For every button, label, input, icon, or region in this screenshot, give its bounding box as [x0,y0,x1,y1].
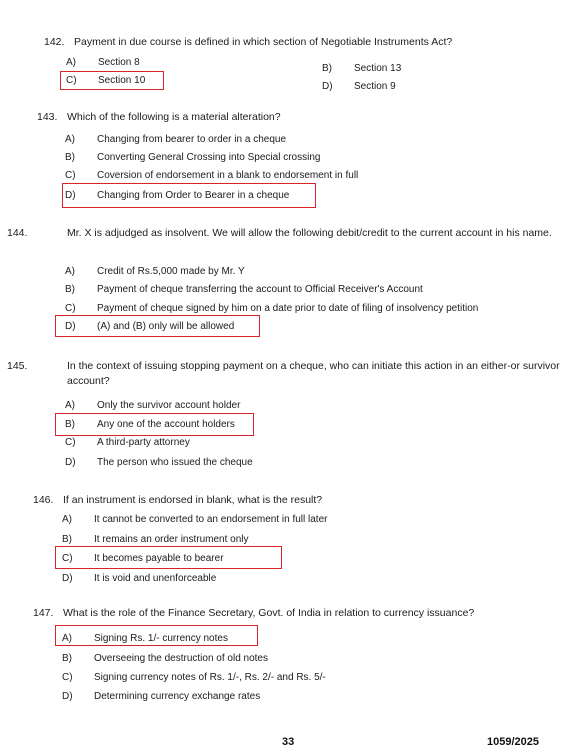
option-144-a: A) Credit of Rs.5,000 made by Mr. Y [65,266,245,277]
question-number: 143. [37,111,58,123]
option-143-d: D) Changing from Order to Bearer in a cheque [65,190,290,201]
question-number: 142. [44,36,65,48]
option-146-d: D) It is void and unenforceable [62,573,217,584]
answer-highlight-145 [55,413,254,436]
option-146-c: C) It becomes payable to bearer [62,553,224,564]
option-144-b: B) Payment of cheque transferring the account to Official Receiver's Account [65,284,423,295]
question-145 [7,359,577,389]
option-145-c: C) A third-party attorney [65,437,190,448]
answer-highlight-143 [62,183,316,208]
answer-highlight-142 [60,71,164,90]
option-146-a: A) It cannot be converted to an endorsement in full later [62,514,328,525]
question-144 [7,226,577,241]
option-146-b: B) It remains an order instrument only [62,534,249,545]
question-number: 145. [7,360,28,372]
option-143-b: B) Converting General Crossing into Special crossing [65,152,321,163]
option-145-a: A) Only the survivor account holder [65,400,241,411]
question-142 [44,35,544,50]
option-147-b: B) Overseeing the destruction of old notes [62,653,268,664]
question-143 [37,110,547,125]
page-number: 33 [282,736,295,748]
option-144-c: C) Payment of cheque signed by him on a date prior to date of filing of insolvency petition [65,303,479,314]
question-text: What is the role of the Finance Secretary, Govt. of India in relation to currency issuance? [63,607,475,619]
option-147-d: D) Determining currency exchange rates [62,691,261,702]
question-147 [33,606,547,621]
option-143-c: C) Coversion of endorsement in a blank to endorsement in full [65,170,359,181]
question-146 [33,493,547,508]
option-142-d: D) Section 9 [322,81,396,92]
answer-highlight-146 [55,546,282,569]
question-text: In the context of issuing stopping payment on a cheque, who can initiate this action in an either-or survivor account? [67,360,560,387]
option-147-a: A) Signing Rs. 1/- currency notes [62,633,228,644]
option-145-d: D) The person who issued the cheque [65,457,253,468]
question-number: 146. [33,494,54,506]
question-number: 147. [33,607,54,619]
question-text: Mr. X is adjudged as insolvent. We will allow the following debit/credit to the current account in his name. [67,227,552,239]
option-142-b: B) Section 13 [322,63,402,74]
question-number: 144. [7,227,28,239]
question-text: If an instrument is endorsed in blank, what is the result? [63,494,323,506]
option-142-a: A) Section 8 [66,57,140,68]
option-142-c: C) Section 10 [66,75,146,86]
paper-code: 1059/2025 [487,736,539,748]
option-147-c: C) Signing currency notes of Rs. 1/-, Rs. 2/- and Rs. 5/- [62,672,326,683]
option-143-a: A) Changing from bearer to order in a cheque [65,134,287,145]
option-144-d: D) (A) and (B) only will be allowed [65,321,235,332]
answer-highlight-144 [55,315,260,337]
option-145-b: B) Any one of the account holders [65,419,235,430]
answer-highlight-147 [55,625,258,646]
question-text: Payment in due course is defined in which section of Negotiable Instruments Act? [74,36,453,48]
question-text: Which of the following is a material alteration? [67,111,281,123]
